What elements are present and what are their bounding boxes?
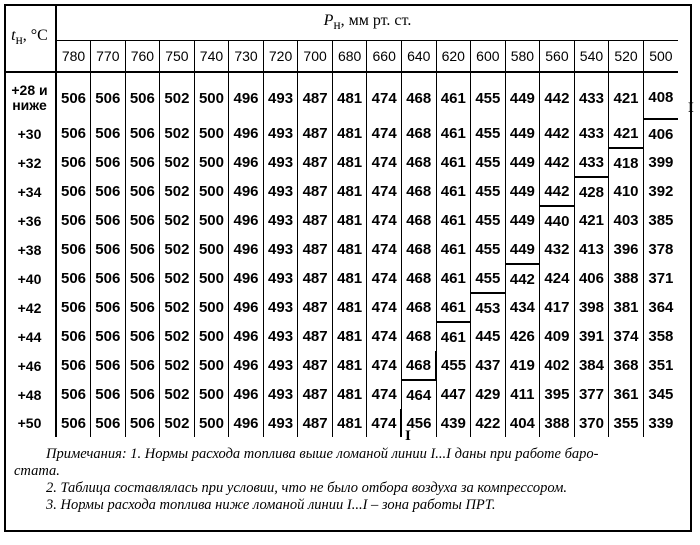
norm-value-cell: 502 <box>160 72 195 119</box>
norm-value-cell: 496 <box>229 322 264 351</box>
norm-value-cell: 493 <box>263 380 298 409</box>
pressure-col-header: 770 <box>91 41 126 73</box>
pressure-col-header: 600 <box>471 41 506 73</box>
norm-value-cell: 502 <box>160 351 195 380</box>
norm-value-cell: 481 <box>332 119 367 148</box>
table-row <box>4 351 678 380</box>
norm-value-cell: 493 <box>263 119 298 148</box>
norm-value-cell: 506 <box>125 72 160 119</box>
norm-value-cell: 500 <box>194 380 229 409</box>
norm-value-cell: 506 <box>56 293 91 322</box>
norm-value-cell: 440 <box>540 206 575 235</box>
norm-value-cell: 481 <box>332 235 367 264</box>
norm-value-cell: 442 <box>540 177 575 206</box>
norm-value-cell: 388 <box>609 264 644 293</box>
temperature-cell: +36 <box>4 206 56 235</box>
temperature-cell: +44 <box>4 322 56 351</box>
norm-value-cell: 468 <box>401 351 436 380</box>
norm-value-cell: 468 <box>401 206 436 235</box>
norm-value-cell: 487 <box>298 409 333 437</box>
norm-value-cell: 481 <box>332 380 367 409</box>
norm-value-cell: 500 <box>194 206 229 235</box>
norm-value-cell: 506 <box>91 119 126 148</box>
pressure-col-header: 720 <box>263 41 298 73</box>
norm-value-cell: 378 <box>648 241 674 258</box>
pressure-header: $P_н$, мм рт. ст. <box>56 4 678 41</box>
norm-value-cell: 358 <box>648 328 674 345</box>
norm-value-cell: 487 <box>298 380 333 409</box>
norm-value-cell: 487 <box>298 264 333 293</box>
note-2: 2. Таблица составлялась при условии, что не было отбора воздуха за компрессором. <box>46 480 567 496</box>
norm-value-cell: 461 <box>436 148 471 177</box>
norm-value-cell: 455 <box>471 206 506 235</box>
norm-value-cell: 370 <box>574 409 609 437</box>
temperature-cell: +38 <box>4 235 56 264</box>
norm-value-cell: 391 <box>574 322 609 351</box>
norm-value-cell: 496 <box>229 177 264 206</box>
table-row <box>4 380 678 409</box>
norm-value-cell: 506 <box>56 177 91 206</box>
norm-value-cell: 502 <box>160 235 195 264</box>
norm-value-cell: 487 <box>298 206 333 235</box>
norm-value-cell: 421 <box>609 72 644 119</box>
broken-line-marker-bottom: I <box>405 428 411 444</box>
norm-value-cell: 493 <box>263 72 298 119</box>
norm-value-cell: 455 <box>471 148 506 177</box>
norm-value-cell: 496 <box>229 206 264 235</box>
norm-value-cell: 474 <box>367 177 402 206</box>
norm-value-cell: 381 <box>609 293 644 322</box>
norm-value-cell: 500 <box>194 264 229 293</box>
norm-value-cell: 447 <box>436 380 471 409</box>
norm-value-cell: 474 <box>367 293 402 322</box>
norm-value-cell: 502 <box>160 119 195 148</box>
norm-value-cell: 506 <box>56 206 91 235</box>
norm-value-cell: 404 <box>505 409 540 437</box>
notes <box>14 446 684 514</box>
norm-value-cell: 408 <box>643 72 678 119</box>
norm-value-cell: 468 <box>401 235 436 264</box>
norm-value-cell: 403 <box>609 206 644 235</box>
table-row <box>4 409 678 437</box>
norm-value-cell: 506 <box>56 351 91 380</box>
norm-value-cell: 449 <box>505 148 540 177</box>
norm-value-cell: 506 <box>125 293 160 322</box>
norm-value-cell: 506 <box>91 206 126 235</box>
norm-value-cell: 487 <box>298 322 333 351</box>
norm-value-cell: 468 <box>401 293 436 322</box>
table-row <box>4 72 678 119</box>
norm-value-cell: 433 <box>574 72 609 119</box>
norm-value-cell: 500 <box>194 119 229 148</box>
table-row <box>4 177 678 206</box>
norm-value-cell: 456 <box>401 409 436 437</box>
norm-value-cell: 487 <box>298 119 333 148</box>
norm-value-cell: 496 <box>229 148 264 177</box>
norm-value-cell: 500 <box>194 322 229 351</box>
pressure-col-header: 620 <box>436 41 471 73</box>
norm-value-cell: 351 <box>648 357 674 374</box>
table-row <box>4 322 678 351</box>
norm-value-cell: 461 <box>436 322 471 351</box>
norm-value-cell: 502 <box>160 148 195 177</box>
norm-value-cell: 371 <box>648 270 674 287</box>
norm-value-cell: 506 <box>125 177 160 206</box>
norm-value-cell: 402 <box>540 351 575 380</box>
norm-value-cell: 496 <box>229 293 264 322</box>
norm-value-cell: 474 <box>367 409 402 437</box>
norm-value-cell: 493 <box>263 351 298 380</box>
norm-value-cell: 449 <box>505 206 540 235</box>
pressure-col-header: 740 <box>194 41 229 73</box>
norm-value-cell: 506 <box>125 322 160 351</box>
norm-value-cell: 395 <box>540 380 575 409</box>
norm-value-cell: 364 <box>648 299 674 316</box>
temperature-cell: +28 и ниже <box>4 72 56 119</box>
norm-value-cell: 506 <box>91 351 126 380</box>
norm-value-cell: 461 <box>436 177 471 206</box>
norm-value-cell: 502 <box>160 177 195 206</box>
norm-value-cell: 474 <box>367 380 402 409</box>
temperature-cell: +32 <box>4 148 56 177</box>
norm-value-cell: 506 <box>91 322 126 351</box>
norm-value-cell: 461 <box>436 72 471 119</box>
norm-value-cell: 439 <box>436 409 471 437</box>
pressure-col-header: 560 <box>540 41 575 73</box>
norm-value-cell: 493 <box>263 177 298 206</box>
norm-value-cell: 424 <box>540 264 575 293</box>
norm-value-cell: 428 <box>574 177 609 206</box>
norm-value-cell: 496 <box>229 235 264 264</box>
pressure-col-header: 680 <box>332 41 367 73</box>
norm-value-cell: 506 <box>125 206 160 235</box>
norm-value-cell: 384 <box>574 351 609 380</box>
pressure-col-header: 580 <box>505 41 540 73</box>
norm-value-cell: 506 <box>56 119 91 148</box>
norm-value-cell: 406 <box>648 125 674 143</box>
norm-value-cell: 506 <box>91 293 126 322</box>
norm-value-cell: 481 <box>332 148 367 177</box>
norm-value-cell: 355 <box>609 409 644 437</box>
norm-value-cell: 474 <box>367 235 402 264</box>
norm-value-cell: 474 <box>367 206 402 235</box>
norm-value-cell: 409 <box>540 322 575 351</box>
norm-value-cell: 399 <box>648 154 674 171</box>
norm-value-cell: 432 <box>540 235 575 264</box>
temperature-cell: +30 <box>4 119 56 148</box>
norm-value-cell: 419 <box>505 351 540 380</box>
norm-value-cell: 461 <box>436 206 471 235</box>
norm-value-cell: 392 <box>648 183 674 200</box>
note-3: 3. Нормы расхода топлива ниже ломаной линии I...I – зона работы ПРТ. <box>46 497 496 513</box>
norm-value-cell: 506 <box>56 264 91 293</box>
norm-value-cell: 442 <box>540 148 575 177</box>
fuel-norms-table <box>4 4 678 437</box>
norm-value-cell: 493 <box>263 322 298 351</box>
norm-value-cell: 502 <box>160 264 195 293</box>
norm-value-cell: 345 <box>648 386 674 403</box>
norm-value-cell: 506 <box>125 264 160 293</box>
pressure-col-header: 640 <box>401 41 436 73</box>
norm-value-cell: 502 <box>160 409 195 437</box>
norm-value-cell: 433 <box>574 119 609 148</box>
norm-value-cell: 417 <box>540 293 575 322</box>
norm-value-cell: 461 <box>436 119 471 148</box>
norm-value-cell: 506 <box>91 409 126 437</box>
norm-value-cell: 453 <box>471 293 506 322</box>
norm-value-cell: 434 <box>505 293 540 322</box>
norm-value-cell: 468 <box>401 72 436 119</box>
note-1-cont: стата. <box>14 463 60 479</box>
norm-value-cell: 455 <box>471 119 506 148</box>
norm-value-cell: 481 <box>332 322 367 351</box>
temperature-cell: +50 <box>4 409 56 437</box>
norm-value-cell: 506 <box>91 72 126 119</box>
norm-value-cell: 418 <box>609 148 644 177</box>
pressure-col-header: 660 <box>367 41 402 73</box>
pressure-col-header: 760 <box>125 41 160 73</box>
norm-value-cell: 449 <box>505 119 540 148</box>
norm-value-cell: 502 <box>160 380 195 409</box>
temperature-cell: +46 <box>4 351 56 380</box>
norm-value-cell: 506 <box>125 119 160 148</box>
norm-value-cell: 474 <box>367 351 402 380</box>
norm-value-cell: 368 <box>609 351 644 380</box>
norm-value-cell: 468 <box>401 264 436 293</box>
norm-value-cell: 455 <box>471 72 506 119</box>
norm-value-cell: 506 <box>125 235 160 264</box>
norm-value-cell: 506 <box>56 235 91 264</box>
norm-value-cell: 487 <box>298 235 333 264</box>
norm-value-cell: 496 <box>229 119 264 148</box>
norm-value-cell: 500 <box>194 177 229 206</box>
norm-value-cell: 474 <box>367 119 402 148</box>
norm-value-cell: 464 <box>401 380 436 409</box>
norm-value-cell: 493 <box>263 235 298 264</box>
norm-value-cell: 506 <box>125 148 160 177</box>
norm-value-cell: 496 <box>229 380 264 409</box>
norm-value-cell: 410 <box>609 177 644 206</box>
norm-value-cell: 377 <box>574 380 609 409</box>
table-row <box>4 119 678 148</box>
norm-value-cell: 502 <box>160 322 195 351</box>
norm-value-cell: 468 <box>401 322 436 351</box>
norm-value-cell: 449 <box>505 72 540 119</box>
norm-value-cell: 421 <box>574 206 609 235</box>
norm-value-cell: 502 <box>160 293 195 322</box>
norm-value-cell: 461 <box>436 264 471 293</box>
norm-value-cell: 385 <box>648 212 674 229</box>
norm-value-cell: 474 <box>367 264 402 293</box>
pressure-col-header: 750 <box>160 41 195 73</box>
pressure-col-header: 500 <box>643 41 678 73</box>
pressure-col-header: 700 <box>298 41 333 73</box>
norm-value-cell: 474 <box>367 148 402 177</box>
norm-value-cell: 496 <box>229 409 264 437</box>
norm-value-cell: 388 <box>540 409 575 437</box>
norm-value-cell: 468 <box>401 148 436 177</box>
norm-value-cell: 481 <box>332 177 367 206</box>
norm-value-cell: 500 <box>194 351 229 380</box>
norm-value-cell: 406 <box>574 264 609 293</box>
norm-value-cell: 506 <box>56 72 91 119</box>
norm-value-cell: 493 <box>263 409 298 437</box>
norm-value-cell: 493 <box>263 148 298 177</box>
pressure-values-row <box>4 41 678 73</box>
norm-value-cell: 374 <box>609 322 644 351</box>
broken-line-marker-top: I <box>688 100 694 116</box>
norm-value-cell: 493 <box>263 264 298 293</box>
norm-value-cell: 413 <box>574 235 609 264</box>
norm-value-cell: 506 <box>56 409 91 437</box>
norm-value-cell: 445 <box>471 322 506 351</box>
norm-value-cell: 481 <box>332 72 367 119</box>
norm-value-cell: 461 <box>436 293 471 322</box>
norm-value-cell: 500 <box>194 72 229 119</box>
table-row <box>4 264 678 293</box>
norm-value-cell: 506 <box>56 322 91 351</box>
norm-value-cell: 468 <box>401 119 436 148</box>
norm-value-cell: 429 <box>471 380 506 409</box>
norm-value-cell: 398 <box>574 293 609 322</box>
norm-value-cell: 455 <box>471 177 506 206</box>
norm-value-cell: 411 <box>505 380 540 409</box>
norm-value-cell: 449 <box>505 177 540 206</box>
norm-value-cell: 455 <box>471 235 506 264</box>
norm-value-cell: 481 <box>332 409 367 437</box>
norm-value-cell: 442 <box>505 264 540 293</box>
norm-value-cell: 437 <box>471 351 506 380</box>
norm-value-cell: 506 <box>91 177 126 206</box>
pressure-col-header: 730 <box>229 41 264 73</box>
norm-value-cell: 487 <box>298 351 333 380</box>
norm-value-cell: 506 <box>91 235 126 264</box>
norm-value-cell: 506 <box>125 409 160 437</box>
norm-value-cell: 481 <box>332 351 367 380</box>
temperature-cell: +34 <box>4 177 56 206</box>
norm-value-cell: 474 <box>367 72 402 119</box>
norm-value-cell: 455 <box>471 264 506 293</box>
norm-value-cell: 500 <box>194 293 229 322</box>
norm-value-cell: 496 <box>229 351 264 380</box>
temperature-cell: +42 <box>4 293 56 322</box>
norm-value-cell: 487 <box>298 148 333 177</box>
norm-value-cell: 487 <box>298 293 333 322</box>
norm-value-cell: 481 <box>332 264 367 293</box>
norm-value-cell: 361 <box>609 380 644 409</box>
norm-value-cell: 442 <box>540 119 575 148</box>
note-1: Примечания: 1. Нормы расхода топлива выше ломаной линии I...I даны при работе баро- <box>46 446 599 462</box>
norm-value-cell: 506 <box>91 148 126 177</box>
norm-value-cell: 506 <box>91 264 126 293</box>
norm-value-cell: 433 <box>574 148 609 177</box>
norm-value-cell: 506 <box>125 351 160 380</box>
norm-value-cell: 506 <box>56 380 91 409</box>
norm-value-cell: 496 <box>229 264 264 293</box>
temperature-header: $t_н$, °C <box>4 4 56 72</box>
norm-value-cell: 449 <box>505 235 540 264</box>
norm-value-cell: 506 <box>56 148 91 177</box>
pressure-col-header: 540 <box>574 41 609 73</box>
table-row <box>4 235 678 264</box>
temperature-cell: +48 <box>4 380 56 409</box>
norm-value-cell: 506 <box>91 380 126 409</box>
norm-value-cell: 442 <box>540 72 575 119</box>
table-row <box>4 148 678 177</box>
norm-value-cell: 502 <box>160 206 195 235</box>
table-row <box>4 293 678 322</box>
norm-value-cell: 474 <box>367 322 402 351</box>
norm-value-cell: 422 <box>471 409 506 437</box>
norm-value-cell: 339 <box>648 414 674 432</box>
norm-value-cell: 396 <box>609 235 644 264</box>
pressure-col-header: 780 <box>56 41 91 73</box>
norm-value-cell: 455 <box>436 351 471 380</box>
norm-value-cell: 481 <box>332 206 367 235</box>
norm-value-cell: 481 <box>332 293 367 322</box>
temperature-cell: +40 <box>4 264 56 293</box>
norm-value-cell: 426 <box>505 322 540 351</box>
norm-value-cell: 493 <box>263 293 298 322</box>
norm-value-cell: 468 <box>401 177 436 206</box>
norm-value-cell: 500 <box>194 148 229 177</box>
norm-value-cell: 500 <box>194 235 229 264</box>
norm-value-cell: 493 <box>263 206 298 235</box>
norm-value-cell: 496 <box>229 72 264 119</box>
table-row <box>4 206 678 235</box>
norm-value-cell: 487 <box>298 72 333 119</box>
norm-value-cell: 506 <box>125 380 160 409</box>
norm-value-cell: 487 <box>298 177 333 206</box>
norm-value-cell: 500 <box>194 409 229 437</box>
norm-value-cell: 461 <box>436 235 471 264</box>
pressure-col-header: 520 <box>609 41 644 73</box>
norm-value-cell: 421 <box>609 119 644 148</box>
